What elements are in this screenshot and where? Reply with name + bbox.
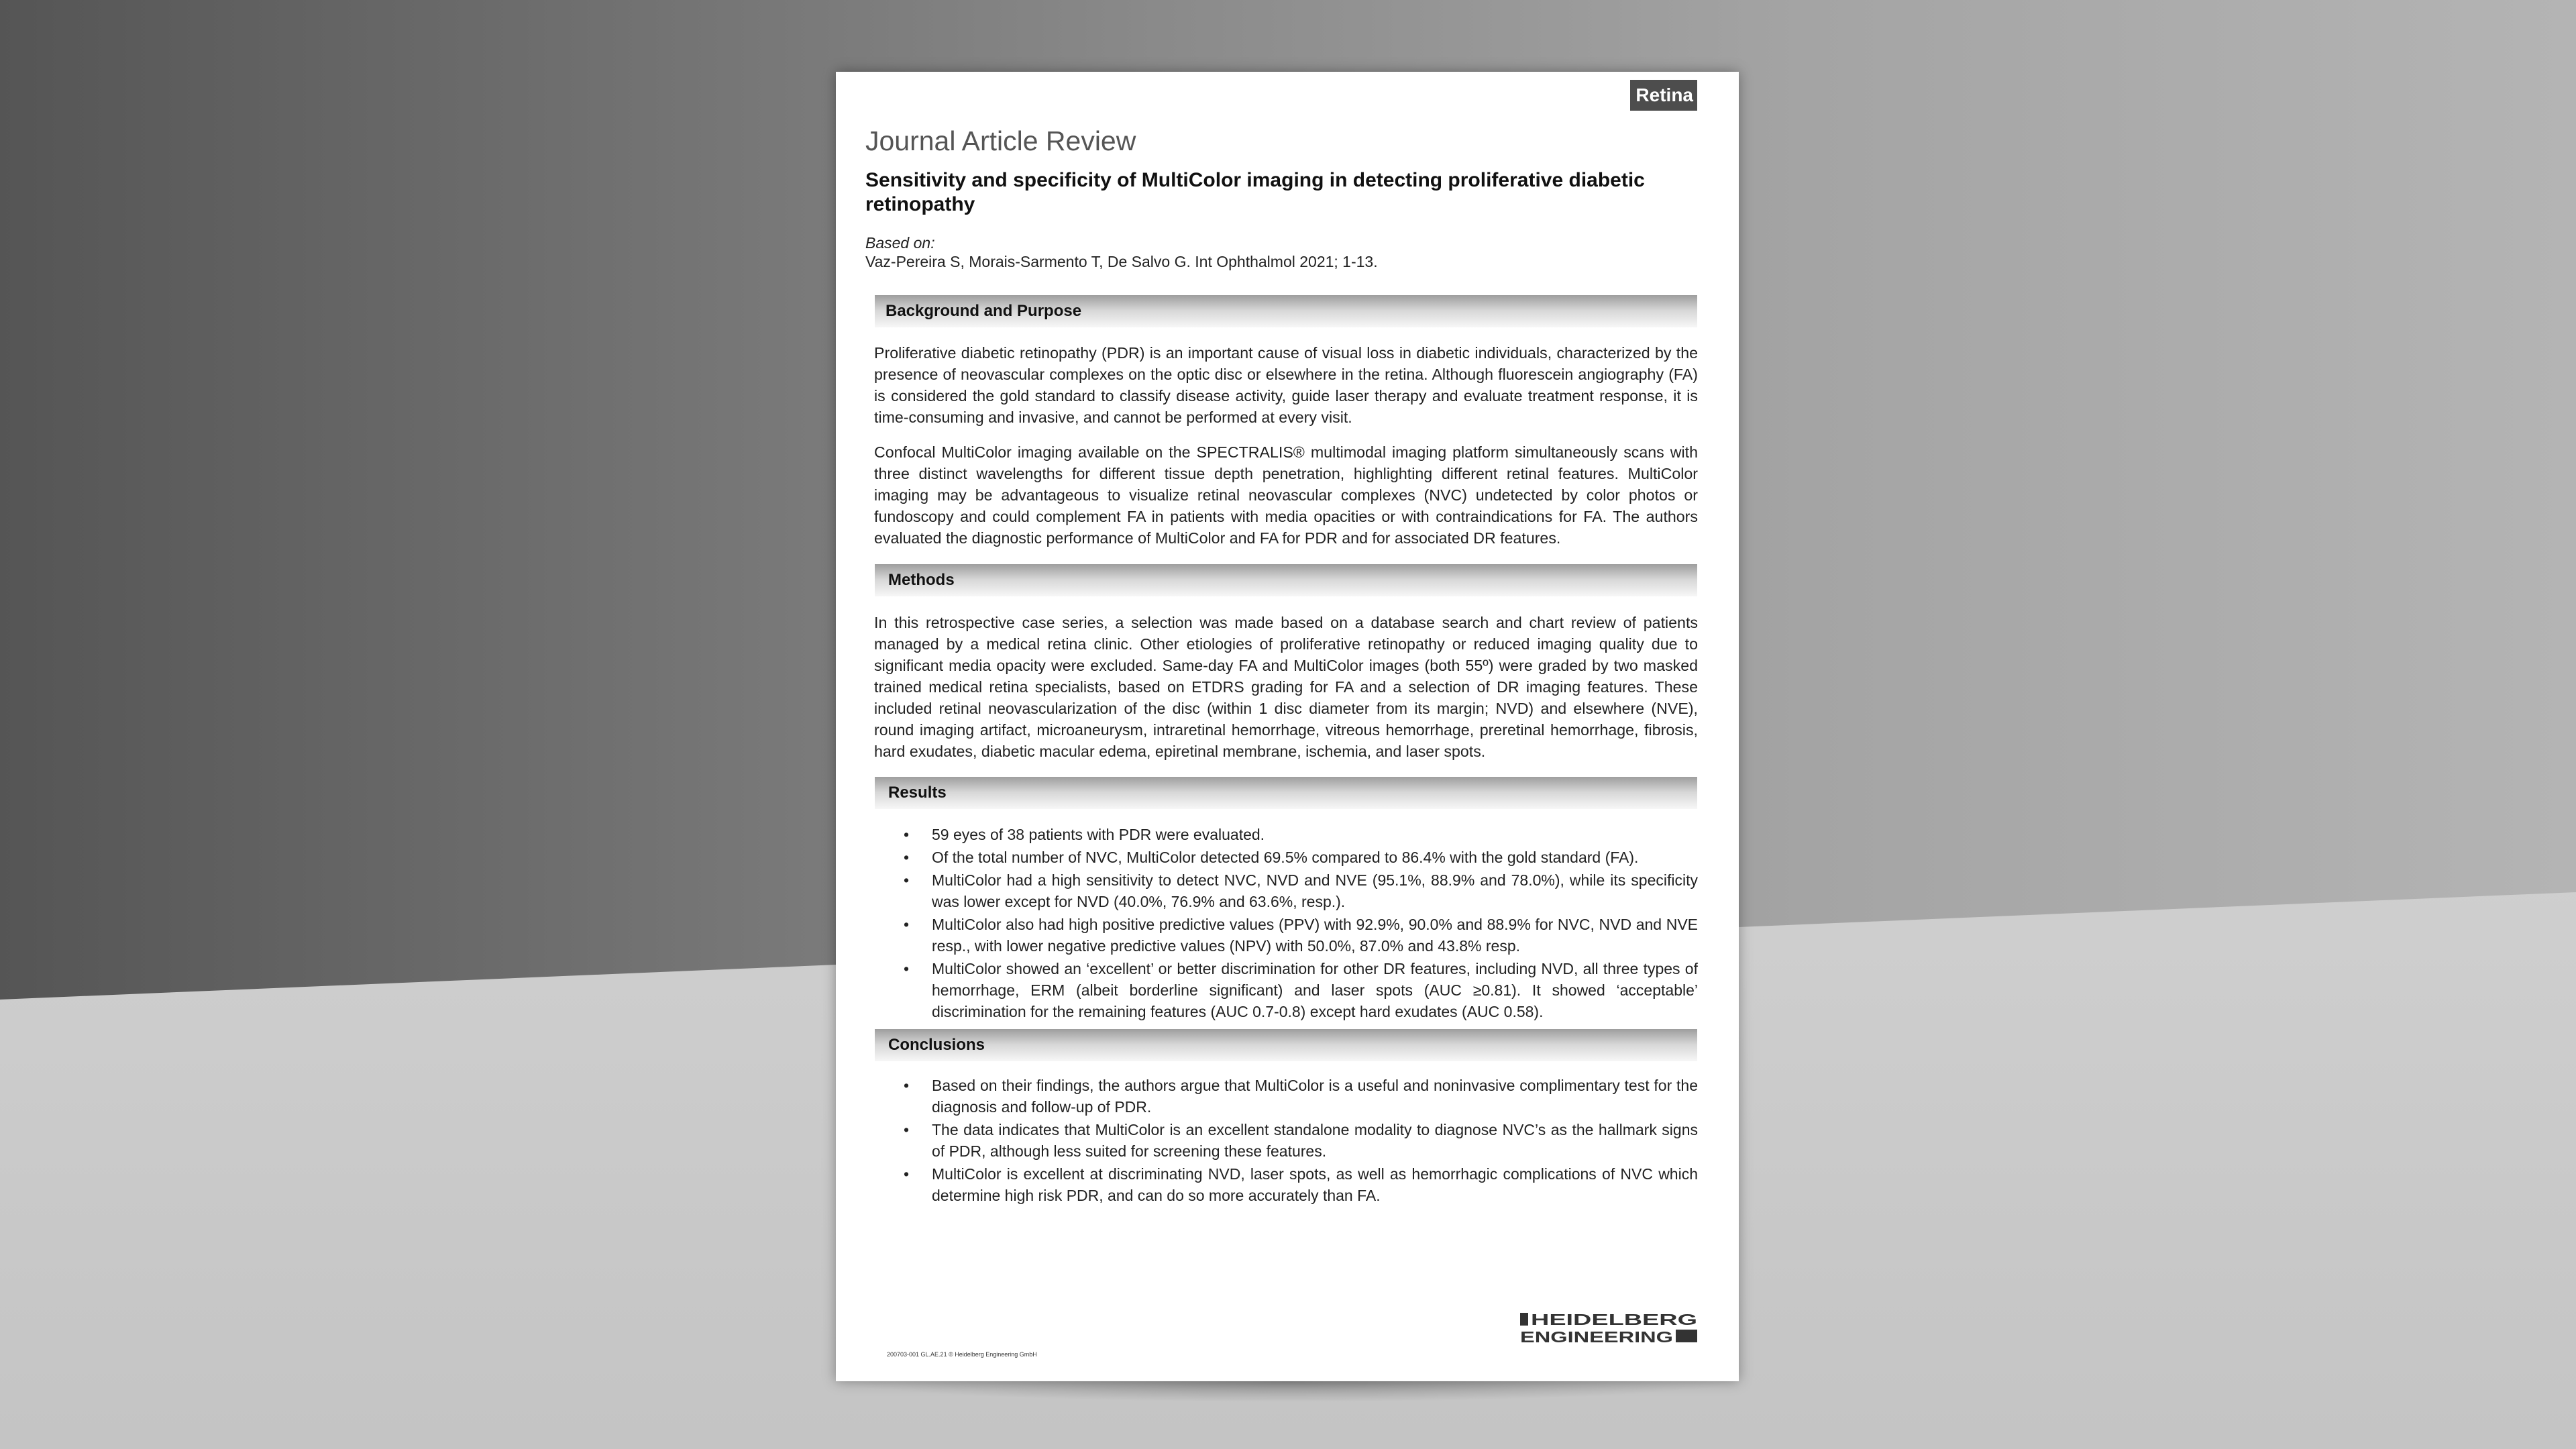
heidelberg-engineering-logo (1520, 1310, 1699, 1346)
list-item: • MultiColor showed an ‘excellent’ or better discrimination for other DR features, including NVD, all three types of hemorrhage, ERM (albeit borderline significant) and laser spots (AUC ≥0.81). It showed ‘acceptable’ discrimination for the remaining features (AUC 0.7-0.8) except hard exudates (AUC 0.58). (874, 958, 1698, 1022)
list-item: • Of the total number of NVC, MultiColor detected 69.5% compared to 86.4% with the gold standard (FA). (874, 847, 1698, 868)
paragraph: In this retrospective case series, a selection was made based on a database search and chart review of patients managed by a medical retina clinic. Other etiologies of proliferative retinopathy or reduced imaging quality due to significant media opacity were excluded. Same-day FA and MultiColor images (both 55º) were graded by two masked trained medical retina specialists, based on ETDRS grading for FA and a selection of DR imaging features. These included retinal neovascularization of the disc (within 1 disc diameter from its margin; NVD) and elsewhere (NVE), round imaging artifact, microaneurysm, intraretinal hemorrhage, vitreous hemorrhage, preretinal hemorrhage, fibrosis, hard exudates, diabetic macular edema, epiretinal membrane, ischemia, and laser spots. (874, 614, 1698, 760)
based-on-label: Based on: (865, 234, 935, 252)
article-title: Sensitivity and specificity of MultiColor imaging in detecting proliferative diabetic retinopathy (865, 169, 1645, 215)
list-item: • MultiColor is excellent at discriminating NVD, laser spots, as well as hemorrhagic complications of NVC which determine high risk PDR, and can do so more accurately than FA. (874, 1163, 1698, 1206)
section-heading-methods (875, 564, 1697, 596)
footer-note: 200703-001 GL.AE.21 © Heidelberg Engineering GmbH (887, 1351, 1037, 1358)
list-item: • Based on their findings, the authors argue that MultiColor is a useful and noninvasive complimentary test for the diagnosis and follow-up of PDR. (874, 1075, 1698, 1118)
paragraph: Confocal MultiColor imaging available on the SPECTRALIS® multimodal imaging platform simultaneously scans with three distinct wavelengths for different tissue depth penetration, highlighting different retinal features. MultiColor imaging may be advantageous to visualize retinal neovascular complexes (NVC) undetected by color photos or fundoscopy and could complement FA in patients with media opacities or with contraindications for FA. The authors evaluated the diagnostic performance of MultiColor and FA for PDR and for associated DR features. (874, 443, 1698, 547)
list-item: • MultiColor also had high positive predictive values (PPV) with 92.9%, 90.0% and 88.9% for NVC, NVD and NVE resp., with lower negative predictive values (NPV) with 50.0%, 87.0% and 43.8% resp. (874, 914, 1698, 957)
section-heading-text: Conclusions (888, 1036, 985, 1054)
section-heading-results (875, 777, 1697, 809)
category-tag: Retina (1630, 80, 1697, 111)
section-heading-text: Background and Purpose (885, 302, 1082, 320)
section-heading-background (875, 295, 1697, 327)
conclusions-list (874, 1075, 1698, 1208)
section-heading-text: Results (888, 784, 947, 802)
list-item: • The data indicates that MultiColor is an excellent standalone modality to diagnose NVC’s as the hallmark signs of PDR, although less suited for screening these features. (874, 1119, 1698, 1162)
document-type: Journal Article Review (865, 125, 1136, 156)
logo-line-1: HEIDELBERG (1531, 1311, 1697, 1328)
citation: Vaz-Pereira S, Morais-Sarmento T, De Salvo G. Int Ophthalmol 2021; 1-13. (865, 253, 1378, 270)
results-list (874, 824, 1698, 1024)
logo-line-2: ENGINEERING (1520, 1328, 1673, 1346)
document-page (836, 72, 1739, 1381)
list-item: • 59 eyes of 38 patients with PDR were evaluated. (874, 824, 1698, 845)
list-item: • MultiColor had a high sensitivity to detect NVC, NVD and NVE (95.1%, 88.9% and 78.0%), while its specificity was lower except for NVD (40.0%, 76.9% and 63.6%, resp.). (874, 869, 1698, 912)
section-heading-conclusions (875, 1029, 1697, 1061)
paragraph: Proliferative diabetic retinopathy (PDR) is an important cause of visual loss in diabetic individuals, characterized by the presence of neovascular complexes on the optic disc or elsewhere in the retina. Although fluorescein angiography (FA) is considered the gold standard to classify disease activity, guide laser therapy and evaluate treatment response, it is time-consuming and invasive, and cannot be performed at every visit. (874, 344, 1698, 426)
section-heading-text: Methods (888, 571, 955, 589)
